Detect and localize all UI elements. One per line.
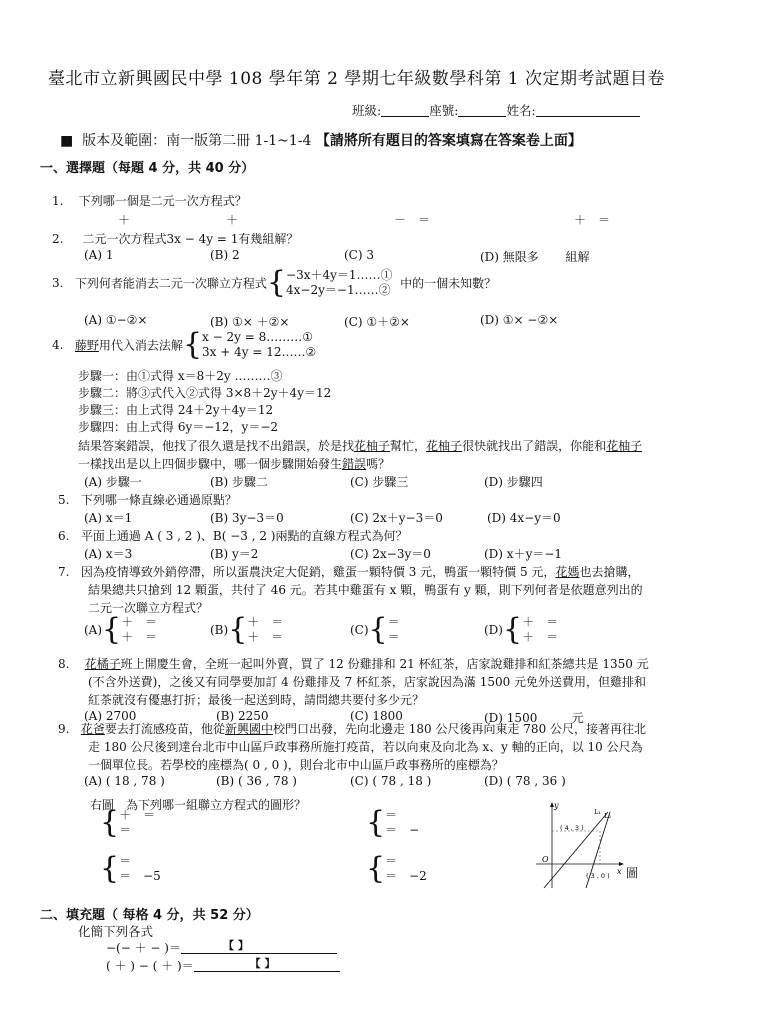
scope-notice: 【請將所有題目的答案填寫在答案卷上面】 [315, 133, 582, 149]
q5: 5. 下列哪一條直線必通過原點？ [58, 493, 237, 507]
q10-option-d[interactable]: {＝ ＝ −2 [366, 851, 427, 886]
q1: 1. 下列哪一個是二元一次方程式？ [52, 194, 247, 208]
fig-l2-label: L₂ [604, 812, 611, 820]
q4-name: 藤野 [74, 338, 99, 353]
q2-option-d[interactable]: (D) 無限多 組解 [480, 250, 590, 264]
q8-line2: (不含外送費)，之後又有同學要加訂 4 份雞排及 7 杯紅茶，店家說因為滿 1500 元免外送費用，但雞排和 [88, 675, 647, 689]
name-blank[interactable] [536, 104, 640, 117]
class-label: 班級: [352, 103, 382, 118]
q6: 6. 平面上通過 A ( 3 , 2 )、B( −3 , 2 )兩點的直線方程式為何？ [58, 529, 408, 543]
q6-option-b[interactable]: (B) y＝2 [210, 547, 259, 561]
q7-option-d[interactable]: (D){＋ ＝ ＋ ＝ [484, 612, 559, 647]
fig-x-label: x [617, 867, 622, 876]
q5-option-d[interactable]: (D) 4x−y＝0 [487, 511, 561, 525]
q7-line3: 二元一次聯立方程式？ [88, 601, 209, 615]
q4-option-d[interactable]: (D) 步驟四 [484, 475, 543, 489]
seat-label: 座號: [429, 103, 459, 118]
q4-step1: 步驟一：由①式得 x＝8＋2y ………③ [78, 369, 283, 383]
q9-line1: 9. 花爸要去打流感疫苗，他從新興國中校門口出發，先向北邊走 180 公尺後再向東走 780 公尺，接著再往北 [58, 722, 647, 736]
q4-system: x − 2y = 8………① 3x + 4y = 12……② [202, 330, 317, 359]
q4-para1: 結果答案錯誤，他找了很久還是找不出錯誤，於是找花柚子幫忙，花柚子很快就找出了錯誤，你能和花柚子 [78, 439, 643, 453]
q8-line3: 紅茶就沒有優惠打折；最後一起送到時，請問總共要付多少元？ [88, 693, 425, 707]
q3-brace: { [266, 265, 287, 300]
q9-option-c[interactable]: (C) ( 78 , 18 ) [350, 774, 432, 788]
q9-option-a[interactable]: (A) ( 18 , 78 ) [84, 774, 165, 788]
q9-option-b[interactable]: (B) ( 36 , 78 ) [216, 774, 297, 788]
q10-option-b[interactable]: {＝ ＝ − [366, 805, 420, 840]
q10-option-a[interactable]: {＋ ＝ ＝ [100, 805, 156, 840]
q5-option-b[interactable]: (B) 3y−3＝0 [210, 511, 284, 525]
scope-marker: ■ [60, 133, 74, 149]
q4-option-c[interactable]: (C) 步驟三 [350, 475, 409, 489]
q3-option-b[interactable]: (B) ①× ＋②× [210, 315, 290, 329]
q7-line1: 7. 因為疫情導致外銷停滯，所以蛋農決定大促銷，雞蛋一顆特價 3 元，鴨蛋一顆特價 5 元，花媽也去搶購， [58, 565, 640, 579]
fig-point-3-0: ( 3 , 0 ) [586, 872, 610, 880]
q6-option-d[interactable]: (D) x＋y＝−1 [484, 547, 563, 561]
q3-option-c[interactable]: (C) ①＋②× [344, 315, 410, 329]
q3-option-a[interactable]: (A) ①−②× [84, 313, 148, 327]
exam-scope [60, 130, 582, 150]
q4-step3: 步驟三：由上式得 24＋2y＋4y＝12 [78, 403, 274, 417]
fill-item-1-blank[interactable]: 【 】 [181, 940, 281, 954]
q7-line2: 結果總共只搶到 12 顆蛋，共付了 46 元。若其中雞蛋有 x 顆，鴨蛋有 y 顆，則下列何者是依題意列出的 [88, 583, 643, 597]
scope-text: 版本及範圍：南一版第二冊 1-1~1-4 [82, 133, 312, 149]
q2-option-b[interactable]: (B) 2 [210, 248, 240, 262]
q8-option-d[interactable]: (D) 1500 元 [484, 711, 584, 725]
q2-text: 二元一次方程式3x − 4y = 1有幾組解？ [82, 232, 299, 246]
q3-option-d[interactable]: (D) ①× −②× [480, 313, 559, 327]
q5-option-c[interactable]: (C) 2x＋y−3＝0 [350, 511, 443, 525]
student-info [352, 101, 640, 119]
fig-y-label: y [554, 801, 559, 810]
q4-step2: 步驟二：將③式代入②式得 3×8＋2y＋4y＝12 [78, 386, 332, 400]
q6-option-a[interactable]: (A) x＝3 [84, 547, 133, 561]
q4-option-b[interactable]: (B) 步驟二 [210, 475, 268, 489]
q7-option-c[interactable]: (C){＝ ＝ [350, 612, 400, 647]
q8-option-c[interactable]: (C) 1800 [350, 709, 403, 723]
q10-text: 右圖 為下列哪一組聯立方程式的圖形？ [90, 798, 307, 812]
fill-item-1: −(− ＋ − )＝ 【 】 [106, 939, 337, 956]
q8-option-a[interactable]: (A) 2700 [84, 709, 137, 723]
fill-item-2: ( ＋ ) − ( ＋ )＝ 【 】 [106, 957, 340, 974]
fig-origin-label: O [542, 855, 549, 864]
q1-text: 下列哪一個是二元一次方程式？ [78, 194, 247, 208]
section2-title: 二、填充題（ 每格 4 分，共 52 分） [40, 908, 259, 923]
q7-option-a[interactable]: (A){＋ ＝ ＋ ＝ [84, 612, 158, 647]
q5-option-a[interactable]: (A) x＝1 [84, 511, 133, 525]
exam-title: 臺北市立新興國民中學 108 學年第 2 學期七年級數學科第 1 次定期考試題目卷 [48, 69, 666, 89]
x-axis-arrow [619, 862, 624, 866]
q9-line3: 一個單位長。若學校的座標為( 0 , 0 )，則台北市中山區戶政事務所的座標為？ [88, 758, 504, 772]
q2-option-c[interactable]: (C) 3 [344, 248, 374, 262]
q10-option-c[interactable]: {＝ ＝ −5 [100, 851, 161, 886]
q4-option-a[interactable]: (A) 步驟一 [84, 475, 142, 489]
fig-point-4-3: ( 4 , 3 ) [560, 824, 584, 832]
q8-line1: 8. 花橘子班上開慶生會，全班一起叫外賣，買了 12 份雞排和 21 杯紅茶，店家說雞排和紅茶總共是 1350 元 [58, 657, 649, 671]
q6-option-c[interactable]: (C) 2x−3y＝0 [350, 547, 431, 561]
fig-l1-label: L₁ [594, 808, 601, 816]
q4-step4: 步驟四：由上式得 6y＝−12，y＝−2 [78, 420, 279, 434]
q3: 3. 下列何者能消去二元一次聯立方程式{−3x＋4y＝1……① 4x−2y＝−1……② 中的一個未知數？ [52, 265, 497, 300]
q10-graph-figure [530, 800, 640, 890]
q3-system: −3x＋4y＝1……① 4x−2y＝−1……② [286, 268, 393, 297]
section2-sub: 化簡下列各式 [78, 924, 154, 939]
q4-brace: { [182, 327, 203, 362]
q9-option-d[interactable]: (D) ( 78 , 36 ) [484, 774, 566, 788]
q8-option-b[interactable]: (B) 2250 [216, 709, 269, 723]
class-blank[interactable] [381, 104, 429, 117]
q4-para2: 一樣找出是以上四個步驟中，哪一個步驟開始發生錯誤嗎？ [78, 457, 391, 471]
section1-title: 一、選擇題（每題 4 分，共 40 分） [40, 161, 255, 176]
q7-option-b[interactable]: (B){＋ ＝ ＋ ＝ [210, 612, 284, 647]
q9-line2: 走 180 公尺後到達台北市中山區戶政事務所施打疫苗，若以向東及向北為 x、y 軸的正向，以 10 公尺為 [88, 740, 643, 754]
fill-item-2-blank[interactable]: 【 】 [194, 958, 340, 972]
q2: 2. 二元一次方程式3x − 4y = 1有幾組解？ [52, 232, 299, 246]
q1-options: ＋ ＋ － ＝ ＋ ＝ [118, 213, 611, 227]
fig-caption: 圖 [626, 866, 639, 880]
q2-option-a[interactable]: (A) 1 [84, 248, 114, 262]
name-label: 姓名: [506, 103, 536, 118]
q4: 4. 藤野用代入消去法解{x − 2y = 8………① 3x + 4y = 12……② [52, 327, 317, 362]
seat-blank[interactable] [458, 104, 506, 117]
